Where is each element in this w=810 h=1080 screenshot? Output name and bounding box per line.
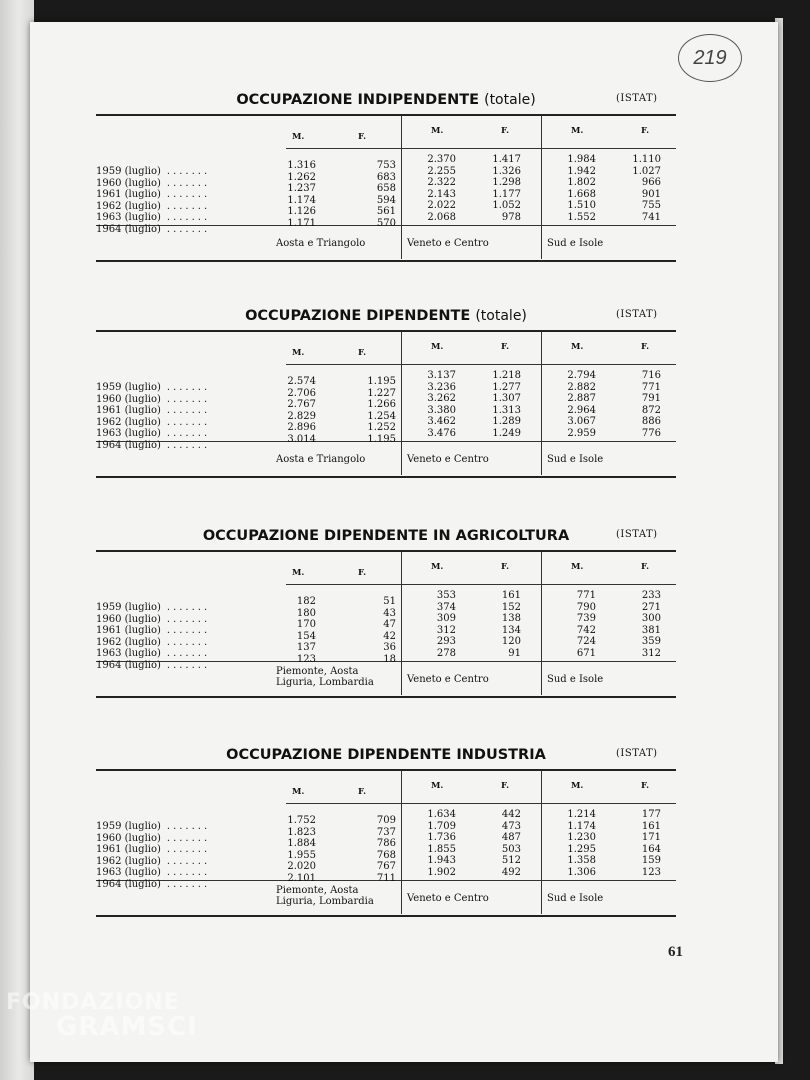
- header-f: F.: [501, 781, 510, 791]
- table-cell: 161: [501, 590, 521, 601]
- table-cell: 2.020: [287, 861, 316, 872]
- column-divider: [541, 771, 542, 914]
- table-cell: 309: [436, 613, 456, 624]
- f-values: [486, 590, 521, 659]
- table-cell: 1.262: [287, 171, 316, 183]
- table-cell: 3.067: [567, 416, 596, 427]
- region-label: Sud e Isole: [547, 674, 604, 685]
- table-cell: 771: [576, 590, 596, 601]
- table-cell: 487: [501, 832, 521, 843]
- table-cell: 1.802: [567, 177, 596, 188]
- table-cell: 1.709: [427, 820, 456, 832]
- header-m: M.: [292, 568, 305, 578]
- region-label: Aosta e Triangolo: [276, 238, 366, 249]
- table-title: OCCUPAZIONE INDIPENDENTE (totale): [236, 92, 536, 108]
- table-cell: 2.706: [287, 387, 316, 399]
- m-values: [561, 370, 596, 439]
- region-label: Sud e Isole: [547, 893, 604, 904]
- header-m: M.: [292, 348, 305, 358]
- table-cell: 442: [501, 809, 521, 820]
- f-values: [486, 154, 521, 223]
- table-cell: 138: [501, 613, 521, 624]
- region-label: Aosta e Triangolo: [276, 454, 366, 465]
- table-cell: 716: [641, 370, 661, 381]
- m-values: [281, 160, 316, 229]
- table-cell: 886: [641, 416, 661, 427]
- header-rule: [286, 148, 676, 149]
- table-cell: 1.027: [632, 165, 661, 177]
- table-cell: 1.289: [492, 416, 521, 427]
- top-rule: [96, 330, 676, 332]
- table-cell: 1.214: [567, 809, 596, 820]
- table-cell: 1.177: [492, 188, 521, 200]
- table-cell: 1.417: [492, 154, 521, 165]
- table-cell: 966: [641, 177, 661, 188]
- table-cell: 293: [436, 636, 456, 647]
- header-f: F.: [358, 348, 367, 358]
- table-cell: 901: [641, 188, 661, 200]
- table-cell: 91: [508, 647, 521, 659]
- table-cell: 2.964: [567, 404, 596, 416]
- book-binding: [0, 0, 34, 1080]
- table-cell: 755: [641, 200, 661, 211]
- header-f: F.: [501, 126, 510, 136]
- table-cell: 658: [376, 183, 396, 194]
- page-number: 61: [668, 944, 683, 960]
- table-title: OCCUPAZIONE DIPENDENTE IN AGRICOLTURA: [202, 528, 570, 544]
- year-label: 1963 (luglio) .......: [96, 428, 211, 439]
- table-cell: 1.902: [427, 866, 456, 878]
- year-label: 1961 (luglio) .......: [96, 844, 211, 855]
- table-cell: 1.942: [567, 165, 596, 177]
- m-values: [561, 154, 596, 223]
- table-cell: 1.252: [367, 422, 396, 433]
- table-cell: 2.322: [427, 177, 456, 188]
- header-f: F.: [641, 562, 650, 572]
- f-values: [361, 376, 396, 445]
- f-values: [626, 590, 661, 659]
- table-cell: 2.882: [567, 381, 596, 393]
- table-cell: 36: [383, 642, 396, 653]
- archive-stamp: 219: [678, 34, 742, 82]
- year-label: 1959 (luglio) .......: [96, 382, 211, 393]
- top-rule: [96, 769, 676, 771]
- table-cell: 724: [576, 636, 596, 647]
- watermark-line-1: FONDAZIONE: [6, 990, 180, 1015]
- table-cell: 1.307: [492, 393, 521, 404]
- year-label: 1963 (luglio) .......: [96, 867, 211, 878]
- table-cell: 1.855: [427, 843, 456, 855]
- m-values: [421, 590, 456, 659]
- table-cell: 768: [376, 849, 396, 861]
- header-f: F.: [358, 132, 367, 142]
- column-divider: [401, 116, 402, 259]
- table-cell: 271: [641, 601, 661, 613]
- table-cell: 1.174: [287, 194, 316, 206]
- table-cell: 2.959: [567, 427, 596, 439]
- table-cell: 2.896: [287, 422, 316, 433]
- m-values: [561, 809, 596, 878]
- year-label: 1962 (luglio) .......: [96, 636, 211, 648]
- year-label: 1959 (luglio) .......: [96, 821, 211, 832]
- table-cell: 1.955: [287, 849, 316, 861]
- header-f: F.: [501, 562, 510, 572]
- bottom-rule: [96, 260, 676, 262]
- table-cell: 2.143: [427, 188, 456, 200]
- table-cell: 1.510: [567, 200, 596, 211]
- table-cell: 3.380: [427, 404, 456, 416]
- m-values: [281, 815, 316, 884]
- table-cell: 767: [376, 861, 396, 872]
- table-section: [96, 528, 676, 698]
- year-column: [96, 602, 210, 671]
- header-f: F.: [641, 342, 650, 352]
- table-cell: 1.295: [567, 843, 596, 855]
- table-cell: 2.829: [287, 410, 316, 422]
- f-values: [361, 160, 396, 229]
- m-values: [421, 370, 456, 439]
- table-cell: 473: [501, 820, 521, 832]
- table-cell: 776: [641, 427, 661, 439]
- table-cell: 300: [641, 613, 661, 624]
- table-cell: 1.126: [287, 206, 316, 217]
- header-f: F.: [501, 342, 510, 352]
- table-cell: 1.298: [492, 177, 521, 188]
- table-cell: 1.552: [567, 211, 596, 223]
- table-cell: 1.884: [287, 838, 316, 849]
- table-cell: 123: [296, 653, 316, 665]
- table-cell: 1.736: [427, 832, 456, 843]
- table-cell: 1.171: [287, 217, 316, 229]
- year-label: 1960 (luglio) .......: [96, 613, 211, 625]
- m-values: [561, 590, 596, 659]
- table-cell: 561: [376, 206, 396, 217]
- table-cell: 1.823: [287, 826, 316, 838]
- table-cell: 43: [383, 607, 396, 619]
- table-section: [96, 747, 676, 917]
- table-cell: 570: [376, 217, 396, 229]
- table-cell: 1.052: [492, 200, 521, 211]
- header-m: M.: [431, 126, 444, 136]
- header-m: M.: [292, 132, 305, 142]
- column-divider: [401, 552, 402, 695]
- region-label: Veneto e Centro: [407, 674, 489, 685]
- table-cell: 711: [376, 872, 396, 884]
- table-cell: 1.230: [567, 832, 596, 843]
- table-cell: 154: [296, 630, 316, 642]
- m-values: [421, 809, 456, 878]
- table-cell: 786: [376, 838, 396, 849]
- table-cell: 312: [436, 624, 456, 636]
- year-column: [96, 382, 210, 451]
- f-values: [626, 809, 661, 878]
- table-cell: 51: [383, 596, 396, 607]
- table-cell: 503: [501, 843, 521, 855]
- region-label: Veneto e Centro: [407, 454, 489, 465]
- year-label: 1962 (luglio) .......: [96, 855, 211, 867]
- table-cell: 737: [376, 826, 396, 838]
- f-values: [361, 596, 396, 665]
- region-label: Sud e Isole: [547, 454, 604, 465]
- bottom-rule: [96, 476, 676, 478]
- table-cell: 2.794: [567, 370, 596, 381]
- table-cell: 2.574: [287, 376, 316, 387]
- table-cell: 2.068: [427, 211, 456, 223]
- year-label: 1963 (luglio) .......: [96, 212, 211, 223]
- source-label: (ISTAT): [616, 309, 658, 320]
- year-column: [96, 166, 210, 235]
- table-cell: 177: [641, 809, 661, 820]
- column-divider: [541, 332, 542, 475]
- table-cell: 381: [641, 624, 661, 636]
- table-cell: 159: [641, 855, 661, 866]
- year-label: 1960 (luglio) .......: [96, 832, 211, 844]
- table-cell: 671: [576, 647, 596, 659]
- year-column: [96, 821, 210, 890]
- m-values: [421, 154, 456, 223]
- table-cell: 3.462: [427, 416, 456, 427]
- header-rule: [286, 803, 676, 804]
- table-cell: 594: [376, 194, 396, 206]
- header-f: F.: [358, 787, 367, 797]
- table-cell: 1.358: [567, 855, 596, 866]
- table-cell: 353: [436, 590, 456, 601]
- year-label: 1961 (luglio) .......: [96, 189, 211, 200]
- bottom-rule: [96, 696, 676, 698]
- table-cell: 2.370: [427, 154, 456, 165]
- bottom-rule: [96, 915, 676, 917]
- table-cell: 1.668: [567, 188, 596, 200]
- table-cell: 683: [376, 171, 396, 183]
- table-cell: 1.110: [632, 154, 661, 165]
- f-values: [626, 154, 661, 223]
- table-cell: 1.313: [492, 404, 521, 416]
- year-label: 1962 (luglio) .......: [96, 200, 211, 212]
- year-label: 1964 (luglio) .......: [96, 659, 211, 671]
- f-values: [361, 815, 396, 884]
- column-divider: [541, 116, 542, 259]
- table-cell: 1.306: [567, 866, 596, 878]
- table-cell: 1.174: [567, 820, 596, 832]
- table-cell: 1.195: [367, 433, 396, 445]
- table-cell: 1.316: [287, 160, 316, 171]
- table-cell: 1.249: [492, 427, 521, 439]
- table-cell: 771: [641, 381, 661, 393]
- table-cell: 791: [641, 393, 661, 404]
- year-label: 1963 (luglio) .......: [96, 648, 211, 659]
- table-cell: 312: [641, 647, 661, 659]
- table-cell: 1.984: [567, 154, 596, 165]
- table-cell: 3.262: [427, 393, 456, 404]
- header-rule: [286, 364, 676, 365]
- f-values: [486, 809, 521, 878]
- source-label: (ISTAT): [616, 529, 658, 540]
- table-cell: 3.476: [427, 427, 456, 439]
- region-label: Sud e Isole: [547, 238, 604, 249]
- table-cell: 709: [376, 815, 396, 826]
- header-f: F.: [641, 126, 650, 136]
- table-cell: 3.014: [287, 433, 316, 445]
- f-values: [486, 370, 521, 439]
- table-cell: 872: [641, 404, 661, 416]
- header-m: M.: [571, 781, 584, 791]
- watermark: [6, 992, 198, 1040]
- table-cell: 233: [641, 590, 661, 601]
- table-cell: 123: [641, 866, 661, 878]
- table-cell: 741: [641, 211, 661, 223]
- header-m: M.: [571, 126, 584, 136]
- table-cell: 1.943: [427, 855, 456, 866]
- region-label: Veneto e Centro: [407, 238, 489, 249]
- year-label: 1961 (luglio) .......: [96, 625, 211, 636]
- table-cell: 171: [641, 832, 661, 843]
- year-label: 1962 (luglio) .......: [96, 416, 211, 428]
- table-cell: 180: [296, 607, 316, 619]
- top-rule: [96, 550, 676, 552]
- table-cell: 1.237: [287, 183, 316, 194]
- column-divider: [401, 332, 402, 475]
- f-values: [626, 370, 661, 439]
- year-label: 1959 (luglio) .......: [96, 602, 211, 613]
- year-label: 1959 (luglio) .......: [96, 166, 211, 177]
- table-cell: 3.137: [427, 370, 456, 381]
- table-cell: 2.101: [287, 872, 316, 884]
- table-cell: 1.277: [492, 381, 521, 393]
- table-cell: 161: [641, 820, 661, 832]
- header-f: F.: [358, 568, 367, 578]
- region-label: Piemonte, Aosta Liguria, Lombardia: [276, 666, 374, 688]
- table-cell: 2.767: [287, 399, 316, 410]
- year-label: 1964 (luglio) .......: [96, 223, 211, 235]
- header-m: M.: [571, 342, 584, 352]
- table-cell: 742: [576, 624, 596, 636]
- header-m: M.: [292, 787, 305, 797]
- table-title: OCCUPAZIONE DIPENDENTE (totale): [245, 308, 527, 324]
- header-f: F.: [641, 781, 650, 791]
- table-cell: 978: [501, 211, 521, 223]
- table-cell: 753: [376, 160, 396, 171]
- source-label: (ISTAT): [616, 93, 658, 104]
- year-label: 1961 (luglio) .......: [96, 405, 211, 416]
- header-m: M.: [431, 781, 444, 791]
- table-cell: 1.634: [427, 809, 456, 820]
- table-cell: 152: [501, 601, 521, 613]
- table-cell: 47: [383, 619, 396, 630]
- year-label: 1964 (luglio) .......: [96, 439, 211, 451]
- table-cell: 1.266: [367, 399, 396, 410]
- source-label: (ISTAT): [616, 748, 658, 759]
- table-cell: 1.254: [367, 410, 396, 422]
- table-cell: 492: [501, 866, 521, 878]
- column-divider: [541, 552, 542, 695]
- table-cell: 512: [501, 855, 521, 866]
- table-cell: 374: [436, 601, 456, 613]
- table-title: OCCUPAZIONE DIPENDENTE INDUSTRIA: [226, 747, 546, 763]
- table-section: [96, 92, 676, 262]
- year-label: 1960 (luglio) .......: [96, 393, 211, 405]
- table-cell: 1.218: [492, 370, 521, 381]
- header-rule: [286, 584, 676, 585]
- table-cell: 1.195: [367, 376, 396, 387]
- table-section: [96, 308, 676, 478]
- table-cell: 18: [383, 653, 396, 665]
- column-divider: [401, 771, 402, 914]
- watermark-line-2: GRAMSCI: [56, 1012, 198, 1042]
- region-label: Piemonte, Aosta Liguria, Lombardia: [276, 885, 374, 907]
- table-cell: 278: [436, 647, 456, 659]
- table-cell: 3.236: [427, 381, 456, 393]
- table-cell: 1.752: [287, 815, 316, 826]
- year-label: 1960 (luglio) .......: [96, 177, 211, 189]
- table-cell: 2.887: [567, 393, 596, 404]
- table-cell: 164: [641, 843, 661, 855]
- table-cell: 42: [383, 630, 396, 642]
- m-values: [281, 596, 316, 665]
- top-rule: [96, 114, 676, 116]
- table-cell: 120: [501, 636, 521, 647]
- table-cell: 134: [501, 624, 521, 636]
- table-cell: 1.227: [367, 387, 396, 399]
- table-cell: 359: [641, 636, 661, 647]
- header-m: M.: [571, 562, 584, 572]
- table-cell: 1.326: [492, 165, 521, 177]
- header-m: M.: [431, 562, 444, 572]
- table-cell: 739: [576, 613, 596, 624]
- table-cell: 182: [296, 596, 316, 607]
- table-cell: 170: [296, 619, 316, 630]
- region-label: Veneto e Centro: [407, 893, 489, 904]
- m-values: [281, 376, 316, 445]
- header-m: M.: [431, 342, 444, 352]
- year-label: 1964 (luglio) .......: [96, 878, 211, 890]
- table-cell: 2.022: [427, 200, 456, 211]
- table-cell: 790: [576, 601, 596, 613]
- table-cell: 137: [296, 642, 316, 653]
- table-cell: 2.255: [427, 165, 456, 177]
